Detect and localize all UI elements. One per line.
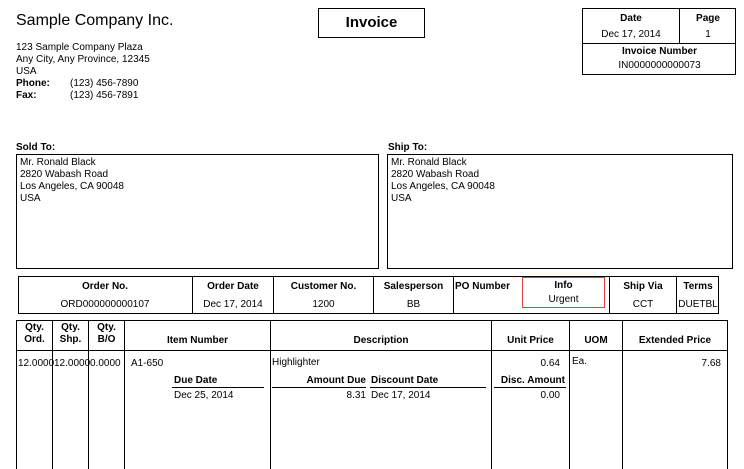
date-label: Date [620, 13, 642, 24]
info-label: Info [554, 280, 573, 291]
order-no-value: ORD000000000107 [60, 299, 150, 310]
company-address-line2: Any City, Any Province, 12345 [16, 54, 150, 65]
item-number-header: Item Number [166, 335, 229, 346]
page-value: 1 [705, 29, 711, 40]
due-date-header: Due Date [174, 375, 218, 386]
invoice-title-box [318, 8, 425, 38]
ship-to-line: USA [391, 193, 412, 204]
salesperson-value: BB [406, 299, 421, 310]
amount-due-cell: 8.31 [346, 390, 366, 401]
fax-label: Fax: [16, 90, 37, 101]
qty-shp-cell: 12.0000 [54, 358, 91, 369]
ship-to-line: Mr. Ronald Black [391, 157, 467, 168]
terms-label: Terms [683, 281, 713, 292]
date-value: Dec 17, 2014 [601, 29, 661, 40]
sold-to-box [16, 154, 379, 269]
uom-header: UOM [584, 335, 608, 346]
ship-via-label: Ship Via [623, 281, 663, 292]
qty-bo-cell: 0.0000 [90, 358, 121, 369]
terms-value: DUETBL [678, 299, 718, 310]
ship-via-value: CCT [632, 299, 654, 310]
qty-ord-header: Ord. [24, 334, 45, 345]
phone-value: (123) 456-7890 [70, 78, 139, 89]
customer-no-value: 1200 [312, 299, 335, 310]
discount-date-header: Discount Date [371, 375, 439, 386]
item-number-cell: A1-650 [131, 358, 164, 369]
ship-to-line: Los Angeles, CA 90048 [391, 181, 495, 192]
description-cell: Highlighter [272, 357, 320, 368]
invoice-title: Invoice [345, 14, 398, 31]
invoice-meta-box [582, 8, 736, 75]
qty-ord-header: Qty. [25, 322, 44, 333]
disc-amount-header: Disc. Amount [500, 375, 565, 386]
qty-bo-header: Qty. [97, 322, 116, 333]
discount-date-cell: Dec 17, 2014 [371, 390, 431, 401]
order-date-value: Dec 17, 2014 [203, 299, 263, 310]
uom-cell: Ea. [572, 356, 588, 367]
fax-value: (123) 456-7891 [70, 90, 139, 101]
sold-to-line: 2820 Wabash Road [20, 169, 109, 180]
qty-shp-header: Shp. [59, 334, 82, 345]
extended-price-header: Extended Price [638, 335, 712, 346]
phone-label: Phone: [16, 78, 50, 89]
invoice-number-value: IN0000000000073 [618, 60, 701, 71]
ship-to-label: Ship To: [388, 142, 428, 153]
qty-bo-header: B/O [97, 334, 116, 345]
customer-no-label: Customer No. [290, 281, 357, 292]
company-name: Sample Company Inc. [16, 12, 174, 29]
salesperson-label: Salesperson [383, 281, 444, 292]
description-header: Description [353, 335, 409, 346]
unit-price-cell: 0.64 [540, 358, 560, 369]
unit-price-header: Unit Price [507, 335, 554, 346]
po-number-label: PO Number [455, 281, 511, 292]
ship-to-box [387, 154, 733, 269]
info-value: Urgent [548, 294, 579, 305]
order-no-label: Order No. [81, 281, 129, 292]
company-country: USA [16, 66, 37, 77]
ship-to-line: 2820 Wabash Road [391, 169, 480, 180]
sold-to-line: USA [20, 193, 41, 204]
sold-to-line: Mr. Ronald Black [20, 157, 96, 168]
extended-price-cell: 7.68 [701, 358, 721, 369]
order-date-label: Order Date [207, 281, 259, 292]
qty-shp-header: Qty. [61, 322, 80, 333]
amount-due-header: Amount Due [306, 375, 366, 386]
due-date-cell: Dec 25, 2014 [174, 390, 234, 401]
company-address-line1: 123 Sample Company Plaza [16, 42, 143, 53]
invoice-number-label: Invoice Number [621, 46, 698, 57]
sold-to-label: Sold To: [16, 142, 56, 153]
qty-ord-cell: 12.0000 [18, 358, 55, 369]
sold-to-line: Los Angeles, CA 90048 [20, 181, 124, 192]
page-label: Page [696, 13, 720, 24]
disc-amount-cell: 0.00 [540, 390, 560, 401]
